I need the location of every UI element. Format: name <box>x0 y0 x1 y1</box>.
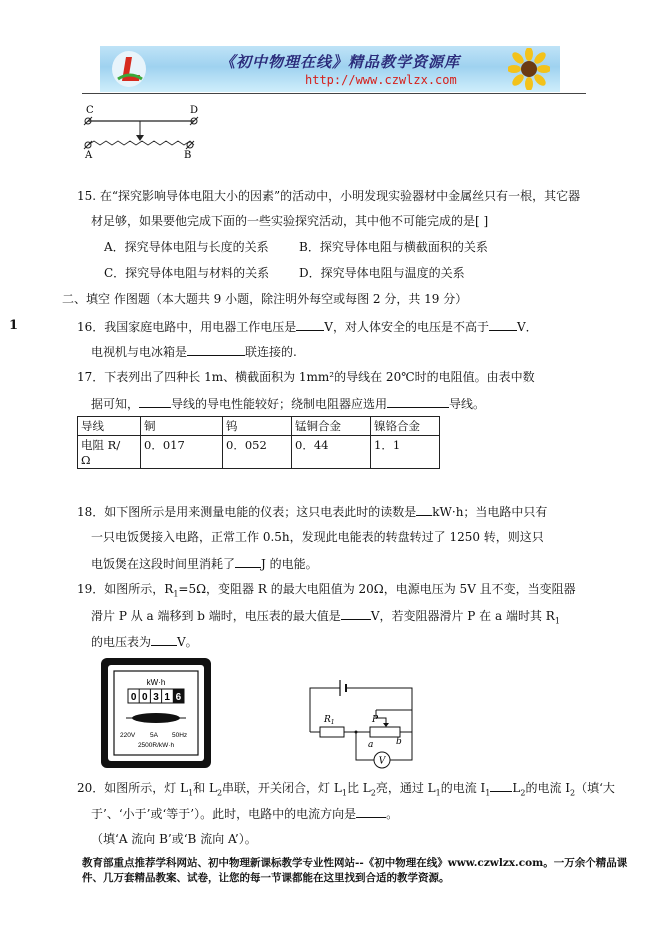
electric-meter-figure <box>100 657 212 769</box>
label-c: C <box>86 105 94 116</box>
q15-option-c: C．探究导体电阻与材料的关系 <box>104 266 270 280</box>
q17-text-3: 导线。 <box>449 397 486 411</box>
q15-option-b: B．探究导体电阻与横截面积的关系 <box>299 240 488 254</box>
q19-text-3: 滑片 P 从 a 端移到 b 端时，电压表的最大值是 <box>91 609 341 623</box>
q16-blank-2[interactable] <box>489 318 517 331</box>
meter-spec-current: 5A <box>150 732 158 739</box>
q19-line1 <box>77 581 576 602</box>
footer-line-1: 教育部重点推荐学科网站、初中物理新课标教学专业性网站--《初中物理在线》www.czwlzx.com。一万余个精品课 <box>82 857 628 869</box>
q16-text-4: 电视机与电冰箱是 <box>91 345 188 359</box>
header-rule <box>82 93 586 94</box>
q16-text-2: V，对人体安全的电压是不高于 <box>324 320 489 334</box>
footer-line-2: 件、几万套精品教案、试卷，让您的每一节课都能在这里找到合适的教学资源。 <box>82 872 450 884</box>
label-v: V <box>378 756 386 767</box>
q19-blank-2[interactable] <box>151 633 177 646</box>
q16-line1 <box>77 318 538 335</box>
q19-sub-1: 1 <box>173 589 179 599</box>
q16-line2 <box>91 343 297 360</box>
q16-blank-1[interactable] <box>296 318 324 331</box>
q20-blank-1[interactable] <box>490 779 512 792</box>
q16-text-1: 16．我国家庭电路中，用电器工作电压是 <box>77 320 297 334</box>
wire-figure <box>80 103 205 163</box>
label-d: D <box>190 105 199 116</box>
q18-text-4: J 的电能。 <box>261 557 318 571</box>
q15-line2: 材足够，如果要他完成下面的一些实验探究活动，其中他不可能完成的是[ ] <box>91 214 489 228</box>
q19-line2 <box>91 607 560 629</box>
q16-text-5: 联连接的. <box>245 345 297 359</box>
q18-text-3: 电饭煲在这段时间里消耗了 <box>91 557 236 571</box>
q20-text-3: 。 <box>386 807 399 821</box>
label-a-end: a <box>368 740 374 750</box>
label-b: B <box>184 150 192 161</box>
site-logo-icon <box>110 49 148 89</box>
meter-digit: 0 <box>142 692 148 703</box>
q17-text-2: 导线的导电性能较好；绕制电阻器应选用 <box>171 397 388 411</box>
q15-line1: 15. 在“探究影响导体电阻大小的因素”的活动中，小明发现实验器材中金属丝只有一根，其它器 <box>77 189 581 203</box>
q18-line3 <box>91 555 318 572</box>
q17-text-1: 据可知， <box>91 397 140 411</box>
table-row-label: 电阻 R/ Ω <box>78 436 141 469</box>
q18-line1 <box>77 503 547 520</box>
meter-digit: 3 <box>153 692 159 703</box>
table-header: 导线 <box>78 417 141 436</box>
page-footer <box>82 856 627 886</box>
rheostat-icon <box>370 727 400 737</box>
q18-blank-1[interactable] <box>416 503 432 516</box>
q15-option-d: D．探究导体电阻与温度的关系 <box>299 266 465 280</box>
q18-line2: 一只电饭煲接入电路，正常工作 0.5h，发现此电能表的转盘转过了 1250 转，则这只 <box>91 530 544 544</box>
q18-blank-2[interactable] <box>235 555 261 568</box>
table-row <box>78 436 440 469</box>
label-a: A <box>85 150 93 161</box>
q16-blank-3[interactable] <box>187 343 245 356</box>
q17-blank-2[interactable] <box>387 395 449 408</box>
table-header: 锰铜合金 <box>292 417 371 436</box>
header-banner <box>100 46 560 92</box>
q19-text-1: 19．如图所示，R <box>77 582 174 596</box>
meter-digit: 6 <box>175 692 182 703</box>
q19-text-2: =5Ω，变阻器 R 的最大电阻值为 20Ω，电源电压为 5V 且不变，当变阻器 <box>178 582 576 596</box>
table-cell: 1．1 <box>371 436 440 469</box>
q15-option-a: A．探究导体电阻与长度的关系 <box>104 240 269 254</box>
q17-line1: 17．下表列出了四种长 1m、横截面积为 1mm²的导线在 20℃时的电阻值。由表中数 <box>77 370 535 384</box>
q19-text-6: V。 <box>177 635 198 649</box>
q19-text-5: 的电压表为 <box>91 635 152 649</box>
table-header: 铜 <box>141 417 223 436</box>
q17-line2 <box>91 395 485 412</box>
resistance-table <box>77 416 440 469</box>
q19-sub-2: 1 <box>554 616 560 626</box>
q18-text-2: kW·h；当电路中只有 <box>432 505 548 519</box>
q19-line3 <box>91 633 198 650</box>
table-header: 钨 <box>223 417 292 436</box>
meter-digits <box>128 689 184 703</box>
q18-text-1: 18．如下图所示是用来测量电能的仪表；这只电表此时的读数是 <box>77 505 417 519</box>
meter-rating: 2500R/kW·h <box>137 742 175 749</box>
section-heading: 二、填空 作图题（本大题共 9 小题，除注明外每空或每图 2 分，共 19 分） <box>62 292 468 306</box>
label-r1: $R_1$ <box>324 715 335 726</box>
label-b-end: b <box>396 737 402 747</box>
label-p: P <box>372 715 379 725</box>
q20-line1: 20．如图所示，灯 $L_1$和 $L_2$串联，开关闭合，灯 $L_1$比 $L_2$亮，通过 $L_1$的电流 $I_1$ $L_2$的电流 $I_2$（填‘大 <box>77 781 615 798</box>
circuit-diagram <box>300 672 430 774</box>
q17-blank-1[interactable] <box>139 395 171 408</box>
q19-blank-1[interactable] <box>341 607 371 620</box>
resistor-r1-icon <box>320 727 344 737</box>
table-header: 镍铬合金 <box>371 417 440 436</box>
q20-line3: （填‘A 流向 B’或‘B 流向 A’）。 <box>91 832 257 846</box>
table-cell: 0．052 <box>223 436 292 469</box>
meter-spec-frequency: 50Hz <box>172 732 188 739</box>
q20-text-2: 于’、‘小于’或‘等于’）。此时，电路中的电流方向是 <box>91 807 357 821</box>
meter-digit: 0 <box>130 692 137 703</box>
meter-unit: kW·h <box>146 678 166 687</box>
margin-mark: 1 <box>9 318 19 333</box>
sunflower-icon <box>508 48 550 90</box>
table-cell: 0．017 <box>141 436 223 469</box>
q16-text-3: V． <box>516 320 538 334</box>
meter-spec-voltage: 220V <box>120 732 136 739</box>
table-header-row <box>78 417 440 436</box>
meter-digit: 1 <box>164 692 170 703</box>
q20-line2 <box>91 805 398 822</box>
table-cell: 0．44 <box>292 436 371 469</box>
banner-url[interactable]: http://www.czwlzx.com <box>305 73 457 87</box>
q19-text-4: V，若变阻器滑片 P 在 a 端时其 R <box>370 609 555 623</box>
q20-blank-2[interactable] <box>356 805 386 818</box>
banner-title: 《初中物理在线》精品教学资源库 <box>220 53 461 71</box>
